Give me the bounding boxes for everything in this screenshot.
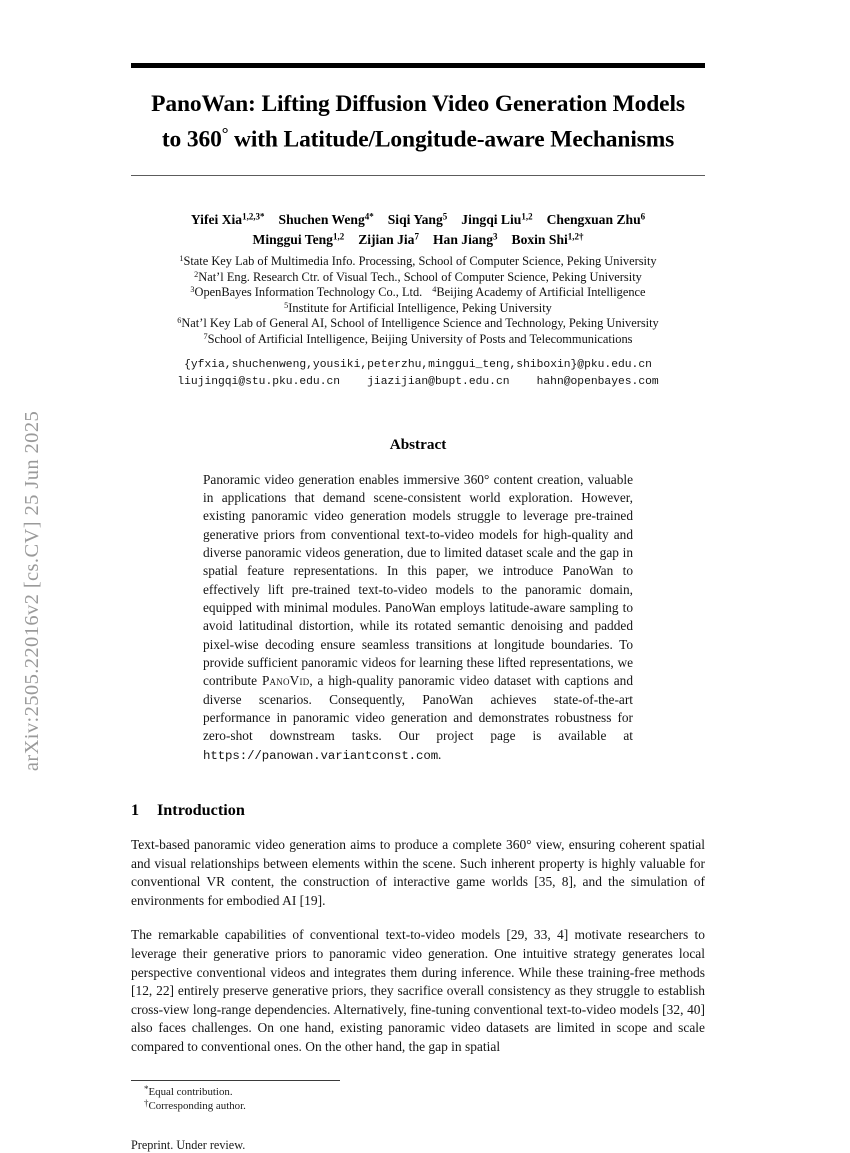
author-affiliation-marker: 5 [442, 211, 448, 222]
author-name: Minggui Teng [252, 231, 333, 247]
abstract-text-part-2: , a high-quality panoramic video dataset with captions and diverse scenarios. Consequently, PanoWan achieves state-of-the-art performance in panoramic video generation and demonstrates robustness for zero-shot downstream tasks. Our project page is available at [203, 673, 633, 744]
author-affiliation-marker: 1,2† [567, 230, 584, 241]
email-line[interactable]: {yfxia,shuchenweng,yousiki,peterzhu,minggui_teng,shiboxin}@pku.edu.cn [184, 358, 652, 371]
affiliation-line [131, 285, 705, 301]
page-title [131, 90, 705, 155]
footnote-marker: † [144, 1098, 149, 1109]
author-affiliation-marker: 4* [364, 211, 374, 222]
author-affiliation-marker: 1,2 [332, 230, 345, 241]
author-row-1 [131, 210, 705, 230]
affiliation-line [131, 332, 705, 348]
header-rule-thin [131, 175, 705, 176]
paper-page [131, 0, 705, 1150]
author-name: Chengxuan Zhu [546, 212, 641, 227]
author-block [131, 210, 705, 249]
footnote-text: Equal contribution. [148, 1085, 233, 1098]
author-affiliation-marker: 3 [493, 230, 498, 241]
title-line-2-part-a: to 360 [161, 126, 222, 153]
footnote-separator [131, 1080, 340, 1081]
title-line-1: PanoWan: Lifting Diffusion Video Generation Models [151, 91, 685, 117]
affiliation-marker: 5 [284, 300, 289, 310]
title-line-2 [131, 119, 705, 155]
author-name: Zijian Jia [358, 231, 415, 247]
author-affiliation-marker: 7 [414, 230, 419, 241]
intro-paragraph-2: The remarkable capabilities of conventional text-to-video models [29, 33, 4] motivate researchers to leverage their generative priors to panoramic video generation. One intuitive strategy generates local perspective conventional videos and integrates them during inference. While these training-free methods [12, 22] entirely preserve generative priors, they sacrifice overall consistency as they struggle to establish cross-view long-range dependencies. Alternatively, fine-tuning conventional text-to-video models [32, 40] also faces challenges. On one hand, existing panoramic video datasets are limited in scope and scale compared to conventional ones. On the other hand, the gap in spatial [131, 927, 705, 1054]
affiliation-text: Beijing Academy of Artificial Intelligence [436, 285, 646, 300]
affiliation-text: Nat’l Eng. Research Ctr. of Visual Tech., School of Computer Science, Peking University [198, 269, 642, 284]
footnote-block [131, 1085, 705, 1114]
author-entry [547, 212, 646, 227]
author-name: Shuchen Weng [278, 212, 365, 227]
email-line[interactable]: liujingqi@stu.pku.edu.cn jiazijian@bupt.edu.cn hahn@openbayes.com [177, 376, 659, 389]
author-name: Han Jiang [432, 231, 494, 247]
affiliation-text: OpenBayes Information Technology Co., Ltd. [194, 285, 423, 300]
author-row-2 [131, 230, 705, 250]
intro-paragraph-1: Text-based panoramic video generation aims to produce a complete 360° view, ensuring coherent spatial and visual relationships between elements within the scene. Such inherent property is highly valuable for conventional VR content, the construction of interactive game worlds [35, 8], and the simulation of environments for embodied AI [19]. [131, 837, 705, 908]
author-affiliation-marker: 1,2 [521, 211, 533, 222]
affiliation-block [131, 254, 705, 348]
arxiv-stamp-text: arXiv:2505.22016v2 [cs.CV] 25 Jun 2025 [20, 410, 43, 772]
abstract-body [203, 471, 633, 766]
affiliation-marker: 1 [179, 253, 184, 263]
title-line-2-part-b: with Latitude/Longitude-aware Mechanisms [228, 126, 675, 153]
affiliation-text: Institute for Artificial Intelligence, Peking University [288, 300, 552, 315]
footnote-text: Corresponding author. [148, 1100, 246, 1113]
author-entry [512, 232, 584, 247]
affiliation-text: State Key Lab of Multimedia Info. Processing, School of Computer Science, Peking University [183, 254, 657, 268]
author-affiliation-marker: 1,2,3* [242, 211, 265, 222]
affiliation-line [131, 254, 705, 270]
degree-symbol: ° [221, 124, 229, 143]
author-entry [388, 212, 448, 227]
author-name: Jingqi Liu [461, 212, 522, 227]
author-entry [461, 212, 532, 227]
section-heading-introduction [131, 801, 705, 820]
author-entry [358, 232, 419, 247]
footnote-marker: * [144, 1083, 149, 1094]
affiliation-text: Nat’l Key Lab of General AI, School of Intelligence Science and Technology, Peking University [181, 316, 659, 331]
section-title: Introduction [157, 801, 245, 820]
author-name: Yifei Xia [190, 212, 243, 227]
affiliation-marker: 2 [194, 269, 199, 279]
header-rule-thick [131, 63, 705, 68]
author-entry [279, 212, 374, 227]
affiliation-line [131, 301, 705, 317]
abstract-text-part-1: Panoramic video generation enables immersive 360° content creation, valuable in applications that demand scene-consistent world exploration. However, existing panoramic video generation models struggle to leverage pre-trained generative priors from conventional text-to-video models for high-quality and diverse panoramic videos generation, due to limited dataset scale and the gap in spatial feature representations. In this paper, we introduce PanoWan to effectively lift pre-trained text-to-video models to the panoramic domain, equipped with minimal modules. PanoWan employs latitude-aware sampling to avoid latitudinal distortion, while its rotated semantic denoising and padded pixel-wise decoding ensure seamless transitions at longitude boundaries. To provide sufficient panoramic videos for learning these lifted representations, we contribute [203, 471, 633, 689]
email-block [131, 357, 705, 392]
footnote-item [131, 1099, 705, 1114]
arxiv-stamp [0, 0, 64, 1150]
author-affiliation-marker: 6 [640, 211, 646, 222]
footnote-item [131, 1085, 705, 1100]
affiliation-marker: 4 [432, 284, 437, 294]
author-name: Siqi Yang [387, 212, 443, 227]
project-page-url[interactable]: https://panowan.variantconst.com [203, 748, 439, 763]
affiliation-marker: 7 [203, 331, 208, 341]
author-name: Boxin Shi [511, 231, 568, 247]
dataset-name: PanoVid [261, 673, 310, 689]
affiliation-marker: 3 [190, 284, 195, 294]
affiliation-marker: 6 [177, 316, 182, 326]
abstract-text-part-3: . [438, 746, 442, 762]
affiliation-line [131, 270, 705, 286]
affiliation-text: School of Artificial Intelligence, Beijing University of Posts and Telecommunications [207, 331, 633, 346]
preprint-notice: Preprint. Under review. [131, 1137, 246, 1152]
abstract-heading: Abstract [389, 435, 447, 453]
author-entry [253, 232, 345, 247]
affiliation-line [131, 316, 705, 332]
author-entry [191, 212, 265, 227]
author-entry [433, 232, 498, 247]
section-number: 1 [131, 801, 140, 820]
